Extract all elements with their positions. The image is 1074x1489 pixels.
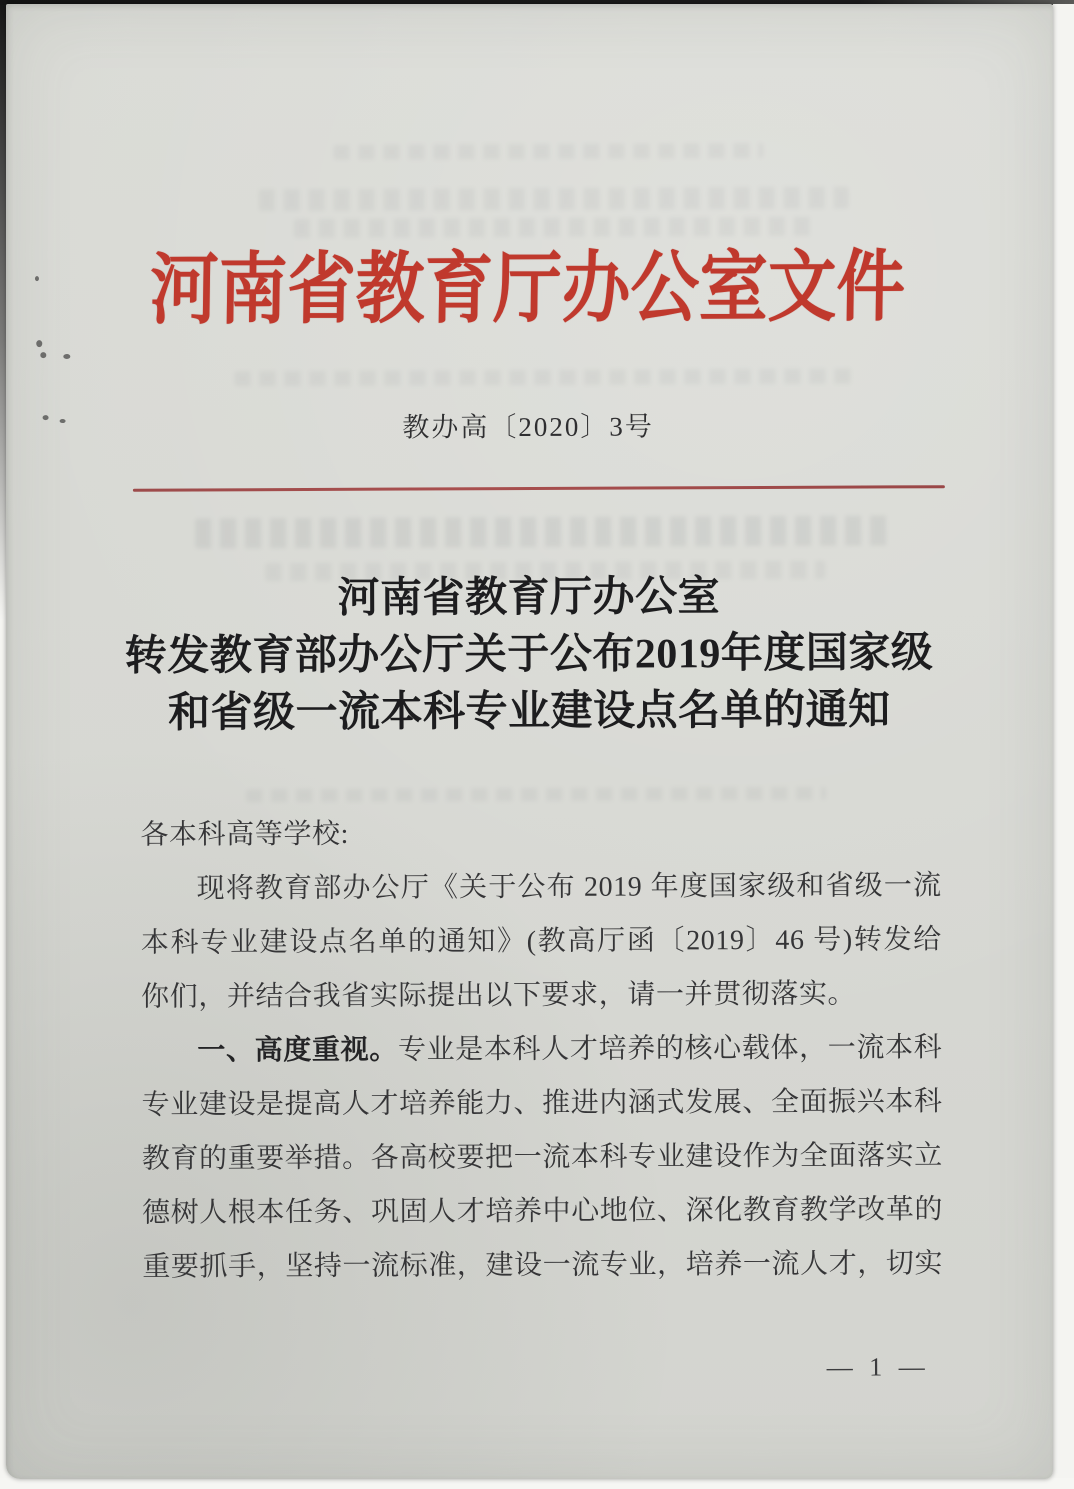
bleedthrough-ghost bbox=[294, 217, 814, 238]
paper-sheet bbox=[6, 4, 1053, 1479]
ink-speck bbox=[63, 354, 70, 359]
page-content bbox=[3, 2, 1056, 1482]
page-number: — 1 — bbox=[826, 1352, 930, 1382]
body-paragraph bbox=[141, 859, 943, 1024]
body-paragraph bbox=[141, 1021, 943, 1294]
bleedthrough-ghost bbox=[195, 515, 895, 548]
salutation: 各本科高等学校: bbox=[140, 818, 350, 851]
document-title-line: 转发教育部办公厅关于公布2019年度国家级 bbox=[124, 630, 934, 680]
document-title bbox=[5, 568, 1053, 744]
red-divider-line bbox=[133, 485, 945, 492]
bleedthrough-ghost bbox=[246, 787, 826, 803]
agency-letterhead-title: 河南省教育厅办公室文件 bbox=[149, 243, 906, 334]
bleedthrough-ghost bbox=[234, 369, 854, 387]
paragraph-text: 专业是本科人才培养的核心载体，一流本科专业建设是提高人才培养能力、推进内涵式发展、全面振兴本科教育的重要举措。各高校要把一流本科专业建设作为全面落实立德树人根本任务、巩固人才培养中心地位、深化教育教学改革的重要抓手，坚持一流标准，建设一流专业，培养一流人才，切实 bbox=[141, 1032, 944, 1283]
document-title-line: 河南省教育厅办公室 bbox=[337, 574, 721, 622]
document-title-line: 和省级一流本科专业建设点名单的通知 bbox=[168, 687, 891, 737]
paragraph-bold-lead: 一、高度重视。 bbox=[197, 1034, 399, 1067]
ink-speck bbox=[40, 352, 46, 358]
scan-margin-right bbox=[1053, 4, 1074, 1489]
ink-speck bbox=[36, 340, 42, 347]
ink-speck bbox=[35, 276, 39, 281]
paragraph-text: 现将教育部办公厅《关于公布 2019 年度国家级和省级一流本科专业建设点名单的通知》(教高厅函〔2019〕46 号)转发给你们，并结合我省实际提出以下要求，请一并贯彻落实。 bbox=[140, 870, 942, 1013]
document-body bbox=[140, 805, 943, 1294]
bleedthrough-ghost bbox=[333, 143, 763, 160]
bleedthrough-ghost bbox=[259, 187, 849, 212]
document-reference-number: 教办高〔2020〕3号 bbox=[402, 411, 654, 443]
